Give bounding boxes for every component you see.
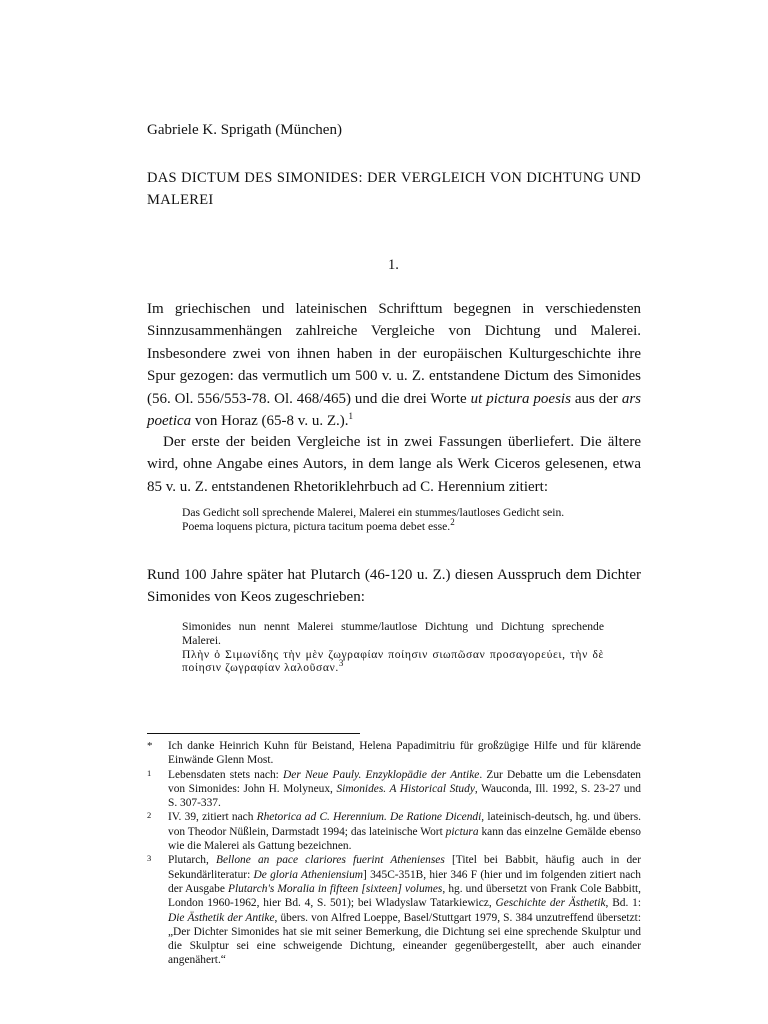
footnote-ref-3[interactable]: 3	[338, 658, 344, 669]
paragraph-1-text-b: aus der	[570, 390, 622, 407]
paragraph-1	[147, 298, 641, 432]
footnote-text: [Titel bei Babbit, häufig auch in der Sekundärliteratur:	[168, 854, 642, 881]
section-number: 1.	[388, 257, 399, 273]
quote-2-german: Simonides nun nennt Malerei stumme/lautlose Dichtung und Dichtung sprechende Malerei.	[182, 620, 604, 647]
footnote-italic-text: Bellone an pace clariores fuerint Athenienses	[215, 854, 445, 867]
footnote-text: Lebensdaten stets nach:	[168, 768, 284, 781]
footnote-mark: 2	[147, 810, 152, 821]
footnote-mark: 3	[147, 853, 152, 864]
footnote-ref-1[interactable]: 1	[348, 411, 353, 422]
footnote-italic-text: Plutarch's Moralia in fifteen [sixteen] volumes	[228, 882, 443, 895]
footnote-text: , lateinisch-deutsch, hg. und übers. von Theodor Nüßlein, Darmstadt 1994; das lateinische Wort	[168, 811, 642, 838]
footnote-italic-text: De gloria Atheniensium	[253, 868, 364, 881]
footnote-3	[147, 853, 641, 967]
footnote-text: . Zur Debatte um die Lebensdaten von Simonides: John H. Molyneux,	[168, 768, 641, 795]
footnotes	[147, 739, 641, 968]
article-title: DAS DICTUM DES SIMONIDES: DER VERGLEICH VON DICHTUNG UND MALEREI	[147, 170, 641, 208]
quote-1-german: Das Gedicht soll sprechende Malerei, Malerei ein stummes/lautloses Gedicht sein.	[182, 506, 565, 519]
footnote-text: Ich danke Heinrich Kuhn für Beistand, Helena Papadimitriu für großzügige Hilfe und für klärende Einwände Glenn Most.	[168, 740, 641, 767]
paragraph-1-italic-b: ars poetica	[147, 390, 641, 430]
quote-1-latin-line	[182, 516, 604, 534]
paragraph-1-text-c: von Horaz (65-8 v. u. Z.).	[191, 413, 349, 430]
footnote-mark: *	[147, 740, 153, 752]
footnote-italic-text: Der Neue Pauly. Enzyklopädie der Antike	[283, 768, 480, 781]
quote-2	[182, 620, 604, 675]
quote-1-latin: Poema loquens pictura, pictura tacitum poema debet esse.	[182, 519, 451, 533]
footnote-2	[147, 810, 641, 853]
footnote-text: Plutarch,	[168, 854, 216, 867]
footnote-text: , hg. und übersetzt von Frank Cole Babbitt, London 1960-1962, hier Bd. 4, S. 501); bei Wladyslaw Tatarkiewicz,	[168, 882, 641, 910]
footnote-text: IV. 39, zitiert nach	[168, 811, 257, 824]
footnote-text: kann das einzelne Gemälde ebenso wie die Malerei als Gattung bezeichnen.	[168, 825, 641, 853]
footnote-ref-2[interactable]: 2	[450, 516, 455, 527]
paragraph-2: Der erste der beiden Vergleiche ist in zwei Fassungen überliefert. Die ältere wird, ohne Angabe eines Autors, in dem lange als Werk Ciceros gelesenen, etwa 85 v. u. Z. entstandenen Rhetoriklehrbuch ad C. Herennium zitiert:	[147, 434, 641, 495]
quote-2-greek: Πλὴν ὁ Σιμωνίδης τὴν μὲν ζωγραφίαν ποίησιν σιωπῶσαν προσαγορεύει, τὴν δὲ ποίησιν ζωγραφίαν λαλοῦσαν.	[182, 647, 604, 675]
footnote-text: , übers. von Alfred Loeppe, Basel/Stuttgart 1979, S. 384 unzutreffend übersetzt: „Der Dichter Simonides hat sie mit seiner Bemerkung, die Dichtung sei eine sprechende Skulptur und die Skulptur sei eine schweigende Dichtung, eineander gegenübergestellt, aber auch einander angenähert.“	[168, 911, 641, 967]
footnote-italic-text: Simonides. A Historical Study	[336, 782, 475, 795]
footnote-italic-text: pictura	[445, 825, 479, 838]
paragraph-1-italic-a: ut pictura poesis	[470, 390, 571, 407]
author-line: Gabriele K. Sprigath (München)	[147, 122, 342, 138]
quote-1	[182, 506, 604, 534]
footnote-text: , Wauconda, Ill. 1992, S. 23-27 und S. 307-337.	[168, 782, 641, 810]
footnote-italic-text: Rhetorica ad C. Herennium. De Ratione Dicendi	[256, 811, 482, 824]
footnote-mark: 1	[147, 767, 152, 778]
footnote-separator	[147, 733, 360, 734]
quote-2-greek-line	[182, 648, 604, 676]
paragraph-1-text-a: Im griechischen und lateinischen Schrifttum begegnen in verschiedensten Sinnzusammenhängen zahlreiche Vergleiche von Dichtung und Malerei. Insbesondere zwei von ihnen haben in der europäischen Kulturgeschichte ihre Spur gezogen: das vermutlich um 500 v. u. Z. entstandene Dictum des Simonides (56. Ol. 556/553-78. Ol. 468/465) und die drei Worte	[147, 301, 641, 407]
footnote-italic-text: Geschichte der Ästhetik	[495, 897, 606, 910]
footnote-text: ] 345C-351B, hier 346 F (hier und im folgenden zitiert nach der Ausgabe	[168, 868, 642, 895]
footnote-1	[147, 768, 641, 811]
paragraph-3: Rund 100 Jahre später hat Plutarch (46-120 u. Z.) diesen Ausspruch dem Dichter Simonides von Keos zugeschrieben:	[147, 567, 641, 606]
footnote-italic-text: Die Ästhetik der Antike	[168, 911, 275, 924]
footnote-text: , Bd. 1:	[605, 897, 641, 910]
footnote-star	[147, 739, 641, 768]
